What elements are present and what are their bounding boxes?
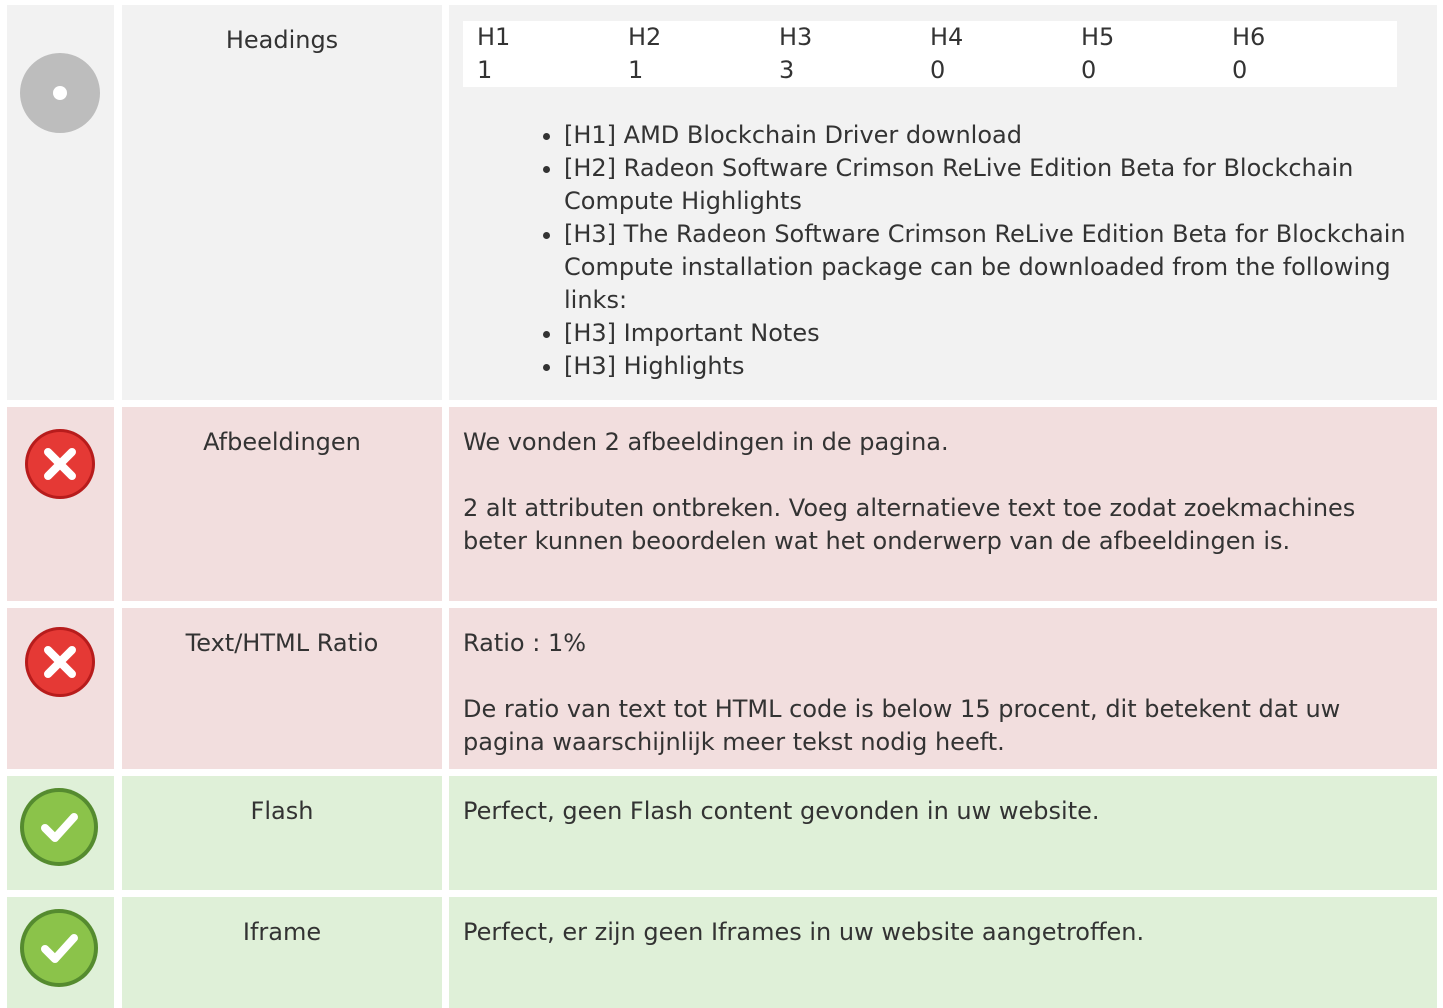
success-check-icon bbox=[19, 787, 99, 867]
heading-count-h4: 0 bbox=[930, 56, 946, 84]
headings-label: Headings bbox=[122, 5, 442, 400]
iframe-row bbox=[0, 897, 1443, 1008]
iframe-status-cell bbox=[7, 897, 114, 1008]
heading-level-h4: H4 bbox=[930, 23, 964, 51]
ratio-content bbox=[449, 608, 1437, 769]
heading-count-h6: 0 bbox=[1232, 56, 1248, 84]
ratio-value-text: Ratio : 1% bbox=[463, 629, 587, 657]
heading-level-h6: H6 bbox=[1232, 23, 1266, 51]
ratio-status-cell bbox=[7, 608, 114, 769]
list-item: • [H2] Radeon Software Crimson ReLive Edition Beta for Blockchain Compute Highlights bbox=[564, 152, 1423, 218]
images-alt-text: 2 alt attributen ontbreken. Voeg alternatieve text toe zodat zoekmachines beter kunnen beoordelen wat het onderwerp van de afbeeldingen is. bbox=[463, 494, 1356, 555]
headings-header-row bbox=[477, 21, 1383, 54]
flash-result-text: Perfect, geen Flash content gevonden in uw website. bbox=[463, 797, 1100, 825]
images-label: Afbeeldingen bbox=[122, 407, 442, 601]
headings-list bbox=[463, 119, 1423, 383]
heading-level-h1: H1 bbox=[477, 23, 511, 51]
heading-count-h1: 1 bbox=[477, 56, 493, 84]
list-item: • [H3] Highlights bbox=[564, 350, 1423, 383]
error-x-icon bbox=[24, 626, 96, 698]
images-status-cell bbox=[7, 407, 114, 601]
headings-count-table bbox=[463, 21, 1397, 87]
flash-status-cell bbox=[7, 776, 114, 890]
error-x-icon bbox=[24, 428, 96, 500]
flash-content bbox=[449, 776, 1437, 890]
images-content bbox=[449, 407, 1437, 601]
heading-level-h5: H5 bbox=[1081, 23, 1115, 51]
heading-count-h5: 0 bbox=[1081, 56, 1097, 84]
ratio-row bbox=[0, 608, 1443, 769]
headings-row bbox=[0, 5, 1443, 400]
success-check-icon bbox=[19, 908, 99, 988]
heading-level-h3: H3 bbox=[779, 23, 813, 51]
ratio-advice-text: De ratio van text tot HTML code is below 15 procent, dit betekent dat uw pagina waarschijnlijk meer tekst nodig heeft. bbox=[463, 695, 1341, 756]
heading-level-h2: H2 bbox=[628, 23, 662, 51]
headings-value-row bbox=[477, 54, 1383, 87]
headings-status-cell bbox=[7, 5, 114, 400]
images-found-text: We vonden 2 afbeeldingen in de pagina. bbox=[463, 428, 949, 456]
list-item: • [H3] Important Notes bbox=[564, 317, 1423, 350]
disc-icon bbox=[19, 52, 101, 134]
flash-label: Flash bbox=[122, 776, 442, 890]
flash-row bbox=[0, 776, 1443, 890]
heading-count-h3: 3 bbox=[779, 56, 795, 84]
iframe-label: Iframe bbox=[122, 897, 442, 1008]
ratio-label: Text/HTML Ratio bbox=[122, 608, 442, 769]
headings-content bbox=[449, 5, 1437, 400]
heading-count-h2: 1 bbox=[628, 56, 644, 84]
iframe-content bbox=[449, 897, 1437, 1008]
iframe-result-text: Perfect, er zijn geen Iframes in uw website aangetroffen. bbox=[463, 918, 1145, 946]
list-item: • [H1] AMD Blockchain Driver download bbox=[564, 119, 1423, 152]
images-row bbox=[0, 407, 1443, 601]
list-item: • [H3] The Radeon Software Crimson ReLive Edition Beta for Blockchain Compute installation package can be downloaded from the following links: bbox=[564, 218, 1423, 317]
